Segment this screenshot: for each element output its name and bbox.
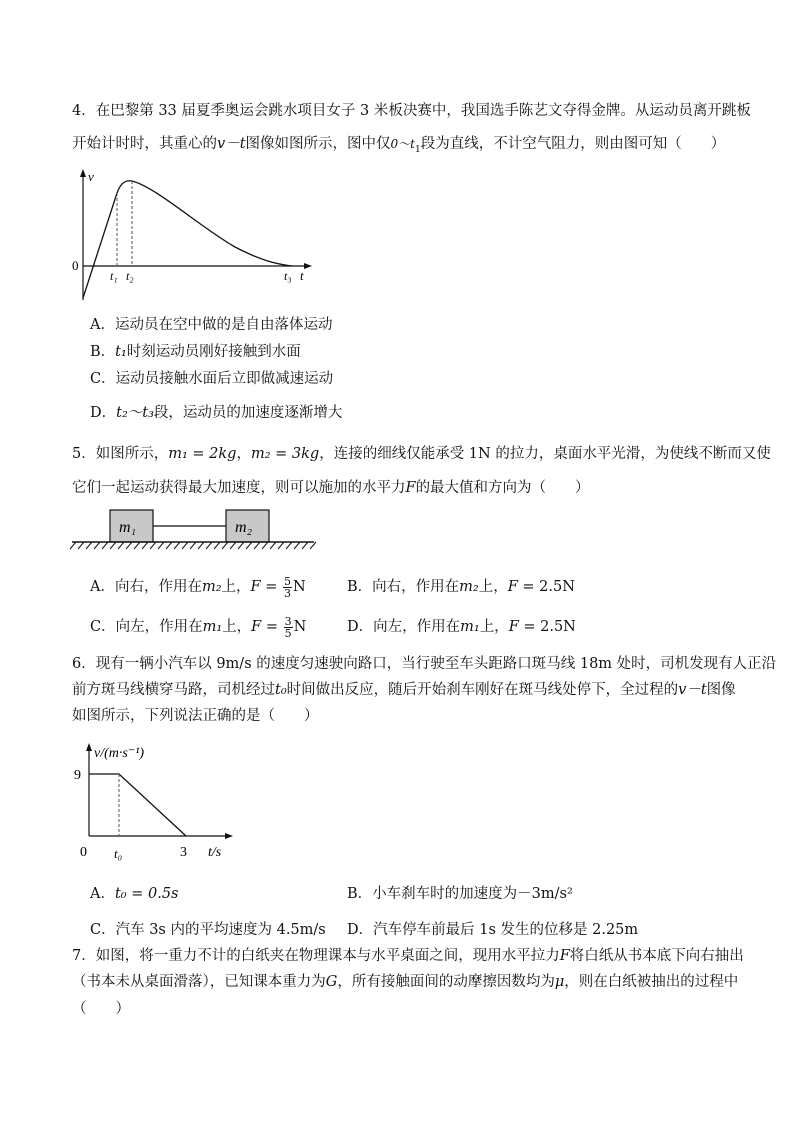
q7-stem-line1: 7．如图，将一重力不计的白纸夹在物理课本与水平桌面之间，现用水平拉力F将白纸从书本底下向右抽出 [72,948,744,964]
q7-stem-line3: （ ） [72,1001,130,1017]
q6-axis-xlabel: t/s [208,845,222,860]
q4-stem-line1: 4．在巴黎第 33 届夏季奥运会跳水项目女子 3 米板决赛中，我国选手陈艺文夺得金牌。从运动员离开跳板 [72,103,751,119]
q6-origin: 0 [80,845,87,860]
q6-stem-line3: 如图所示，下列说法正确的是（ ） [72,708,319,724]
q5-option-d[interactable]: D．向左，作用在m₁上，F = 2.5N [347,619,576,635]
q5-stem-line1: 5．如图所示，m₁ = 2kg，m₂ = 3kg，连接的细线仅能承受 1N 的拉力，桌面水平光滑，为使线不断而又使 [72,446,771,462]
q6-stem-line2: 前方斑马线横穿马路，司机经过t₀时间做出反应，随后开始刹车刚好在斑马线处停下，全过程的v－t图像 [72,682,736,698]
q4-option-c[interactable]: C．运动员接触水面后立即做减速运动 [90,371,334,387]
q5-option-b[interactable]: B．向右，作用在m₂上，F = 2.5N [347,579,575,595]
q4-option-b[interactable]: B．t₁时刻运动员刚好接触到水面 [90,344,301,360]
q4-option-a[interactable]: A．运动员在空中做的是自由落体运动 [90,317,333,333]
q6-option-b[interactable]: B．小车刹车时的加速度为－3m/s² [347,886,573,902]
q4-option-d[interactable]: D．t₂～t₃段，运动员的加速度逐渐增大 [90,405,343,421]
q6-stem-line1: 6．现有一辆小汽车以 9m/s 的速度匀速驶向路口，当行驶至车头距路口斑马线 18m 处时，司机发现有人正沿 [72,656,777,672]
q4-tick-t3: t₃ [284,269,292,283]
q5-block-m2-label: m₂ [235,519,253,536]
q5-blocks-diagram [68,505,318,555]
q4-tick-t1: t₁ [110,269,118,283]
q6-tick-9: 9 [74,768,81,783]
q6-option-a[interactable]: A．t₀ = 0.5s [90,886,179,902]
q5-option-a[interactable]: A．向右，作用在m₂上，F = $\frac{5}{3}$ N [90,574,306,600]
q4-stem-line2: 开始计时时，其重心的v－t图像如图所示，图中仅$0\sim t_1$段为直线，不计空气阻力，则由图可知（ ） [72,136,726,155]
q4-axis-v: v [88,169,94,184]
q5-block-m1-label: m₁ [119,519,137,536]
q6-axis-ylabel: v/(m·s⁻¹) [94,746,145,761]
q4-tick-t2: t₂ [126,269,134,283]
q6-vt-graph [70,738,240,868]
q6-tick-t0: t₀ [114,846,123,861]
q6-tick-3: 3 [180,845,187,860]
q4-origin: 0 [72,258,79,273]
q6-option-d[interactable]: D．汽车停车前最后 1s 发生的位移是 2.25m [347,922,639,938]
q6-option-c[interactable]: C．汽车 3s 内的平均速度为 4.5m/s [90,922,326,938]
q5-option-c[interactable]: C．向左，作用在m₁上，F = $\frac{3}{5}$ N [90,614,307,640]
q4-vt-graph [60,165,320,305]
q5-stem-line2: 它们一起运动获得最大加速度，则可以施加的水平力F的最大值和方向为（ ） [72,480,590,496]
q4-axis-t: t [300,268,304,283]
q7-stem-line2: （书本未从桌面滑落），已知课本重力为G，所有接触面间的动摩擦因数均为μ，则在白纸被抽出的过程中 [72,974,739,990]
